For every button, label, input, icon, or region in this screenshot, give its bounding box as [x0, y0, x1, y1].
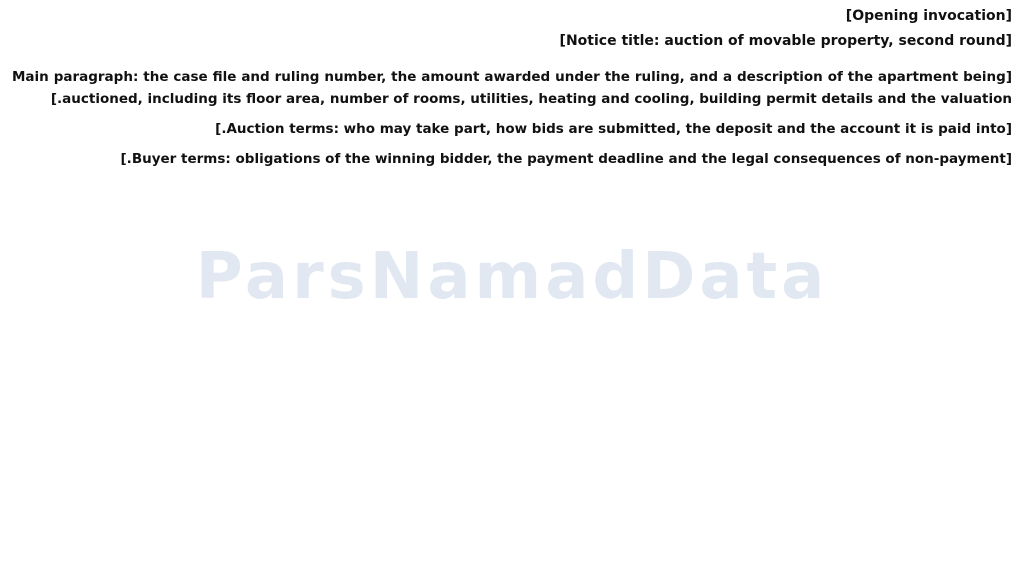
auction-terms-paragraph: [Auction terms: who may take part, how bids are submitted, the deposit and the account it is paid into.]	[215, 121, 1012, 137]
watermark-text: ParsNamadData	[195, 240, 829, 314]
invocation-heading: [Opening invocation]	[845, 8, 1012, 24]
notice-page	[12, 6, 1012, 568]
main-paragraph: [Main paragraph: the case file and ruling number, the amount awarded under the ruling, and a description of the apartment being auctioned, including its floor area, number of rooms, utilities, heating and cooling, building permit details and the valuation.]	[12, 69, 1012, 107]
buyer-terms-paragraph: [Buyer terms: obligations of the winning bidder, the payment deadline and the legal consequences of non-payment.]	[120, 151, 1012, 167]
notice-title: [Notice title: auction of movable property, second round]	[559, 33, 1012, 49]
